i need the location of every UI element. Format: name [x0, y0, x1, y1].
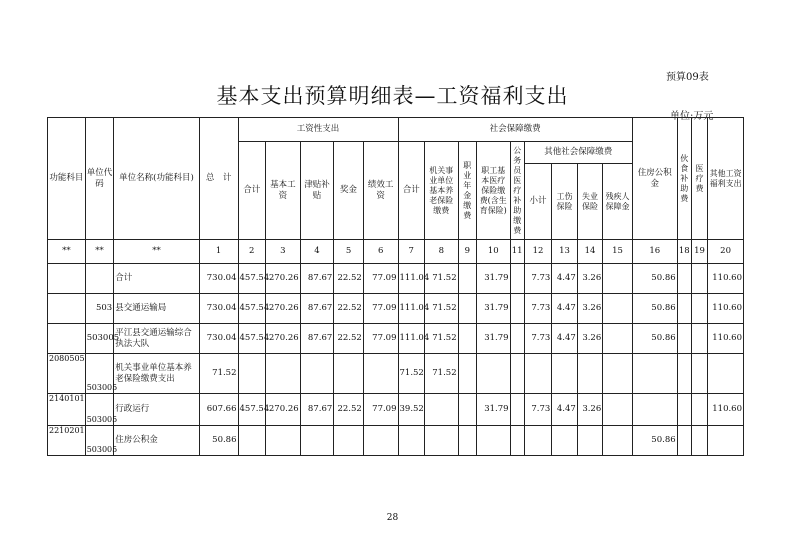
header-civil-medical: 公务员医疗补助缴费 — [510, 142, 524, 240]
value-cell — [266, 426, 301, 456]
column-index-cell: 2 — [238, 240, 266, 264]
table-row — [48, 324, 744, 354]
value-cell: 31.79 — [476, 394, 510, 426]
value-cell: 110.60 — [708, 294, 744, 324]
value-cell — [603, 426, 633, 456]
unit-code-cell: 503005 — [85, 426, 114, 456]
column-index-cell: 7 — [398, 240, 424, 264]
value-cell — [458, 324, 476, 354]
value-cell: 31.79 — [476, 294, 510, 324]
value-cell — [398, 426, 424, 456]
value-cell: 22.52 — [334, 294, 364, 324]
value-cell: 77.09 — [363, 394, 398, 426]
value-cell: 110.60 — [708, 394, 744, 426]
value-cell: 50.86 — [632, 324, 677, 354]
value-cell — [334, 354, 364, 394]
value-cell — [510, 354, 524, 394]
value-cell: 3.26 — [577, 324, 602, 354]
table-row — [48, 354, 744, 394]
header-meal: 伙食补助费 — [677, 118, 691, 240]
value-cell: 111.04 — [398, 324, 424, 354]
value-cell — [424, 426, 458, 456]
unit-code-cell: 503005 — [85, 394, 114, 426]
value-cell: 50.86 — [632, 426, 677, 456]
value-cell: 730.04 — [199, 324, 238, 354]
value-cell: 457.54 — [238, 294, 266, 324]
value-cell — [677, 324, 691, 354]
value-cell — [300, 354, 334, 394]
value-cell: 39.52 — [398, 394, 424, 426]
table-row — [48, 426, 744, 456]
unit-name-cell: 住房公积金 — [114, 426, 200, 456]
table-row — [48, 264, 744, 294]
value-cell: 87.67 — [300, 324, 334, 354]
value-cell — [552, 426, 577, 456]
header-total: 总 计 — [199, 118, 238, 240]
value-cell: 457.54 — [238, 324, 266, 354]
func-code-cell — [48, 264, 86, 294]
value-cell: 71.52 — [199, 354, 238, 394]
value-cell — [266, 354, 301, 394]
unit-label: 单位:万元 — [670, 111, 714, 122]
value-cell: 270.26 — [266, 394, 301, 426]
value-cell: 4.47 — [552, 264, 577, 294]
func-code-cell — [48, 324, 86, 354]
value-cell: 110.60 — [708, 264, 744, 294]
header-merit-wage: 绩效工资 — [363, 142, 398, 240]
func-code-cell: 2080505 — [48, 354, 86, 394]
column-index-cell: 1 — [199, 240, 238, 264]
value-cell — [476, 426, 510, 456]
value-cell — [691, 294, 707, 324]
column-index-cell: 16 — [632, 240, 677, 264]
unit-name-cell: 机关事业单位基本养老保险缴费支出 — [114, 354, 200, 394]
header-unemployment: 失业保险 — [577, 164, 602, 240]
header-other-social-group: 其他社会保障缴费 — [524, 142, 632, 164]
value-cell: 50.86 — [632, 264, 677, 294]
value-cell — [691, 426, 707, 456]
value-cell — [677, 354, 691, 394]
value-cell — [458, 264, 476, 294]
header-medical: 职工基本医疗保险缴费(含生育保险) — [476, 142, 510, 240]
value-cell: 270.26 — [266, 294, 301, 324]
value-cell — [552, 354, 577, 394]
value-cell — [458, 354, 476, 394]
value-cell: 4.47 — [552, 394, 577, 426]
header-unit-name: 单位名称(功能科目) — [114, 118, 200, 240]
value-cell: 4.47 — [552, 294, 577, 324]
value-cell: 50.86 — [199, 426, 238, 456]
column-index-cell: ** — [85, 240, 114, 264]
value-cell: 110.60 — [708, 324, 744, 354]
column-index-cell: 4 — [300, 240, 334, 264]
value-cell: 607.66 — [199, 394, 238, 426]
value-cell: 71.52 — [424, 264, 458, 294]
value-cell: 7.73 — [524, 294, 552, 324]
header-allowance: 津贴补贴 — [300, 142, 334, 240]
header-bonus: 奖金 — [334, 142, 364, 240]
value-cell: 77.09 — [363, 324, 398, 354]
value-cell: 3.26 — [577, 264, 602, 294]
column-index-cell: 11 — [510, 240, 524, 264]
header-unit-code: 单位代码 — [85, 118, 114, 240]
value-cell — [603, 264, 633, 294]
header-basic-wage: 基本工资 — [266, 142, 301, 240]
value-cell — [603, 324, 633, 354]
header-func-code: 功能科目 — [48, 118, 86, 240]
header-social-group: 社会保障缴费 — [398, 118, 632, 142]
value-cell: 7.73 — [524, 324, 552, 354]
value-cell — [238, 426, 266, 456]
value-cell: 730.04 — [199, 294, 238, 324]
value-cell: 22.52 — [334, 264, 364, 294]
value-cell — [238, 354, 266, 394]
header-disabled: 残疾人保障金 — [603, 164, 633, 240]
page-title: 基本支出预算明细表—工资福利支出 — [216, 84, 569, 108]
table-row — [48, 294, 744, 324]
value-cell: 270.26 — [266, 324, 301, 354]
value-cell — [458, 294, 476, 324]
unit-name-cell: 合计 — [114, 264, 200, 294]
column-index-cell: 20 — [708, 240, 744, 264]
value-cell — [632, 394, 677, 426]
value-cell: 87.67 — [300, 264, 334, 294]
column-index-cell: 18 — [677, 240, 691, 264]
value-cell: 71.52 — [424, 294, 458, 324]
value-cell: 270.26 — [266, 264, 301, 294]
value-cell: 22.52 — [334, 324, 364, 354]
value-cell: 111.04 — [398, 264, 424, 294]
value-cell — [510, 264, 524, 294]
value-cell — [677, 394, 691, 426]
column-index-cell: 19 — [691, 240, 707, 264]
unit-name-cell: 平江县交通运输综合执法大队 — [114, 324, 200, 354]
column-index-cell: 10 — [476, 240, 510, 264]
header-wage-sum: 合计 — [238, 142, 266, 240]
value-cell — [458, 426, 476, 456]
value-cell — [524, 354, 552, 394]
value-cell: 71.52 — [398, 354, 424, 394]
value-cell: 22.52 — [334, 394, 364, 426]
column-index-row — [48, 240, 744, 264]
value-cell — [510, 324, 524, 354]
value-cell — [708, 354, 744, 394]
value-cell — [603, 394, 633, 426]
unit-code-cell: 503 — [85, 294, 114, 324]
value-cell: 457.54 — [238, 264, 266, 294]
column-index-cell: 13 — [552, 240, 577, 264]
column-index-cell: 6 — [363, 240, 398, 264]
value-cell: 87.67 — [300, 294, 334, 324]
value-cell — [677, 426, 691, 456]
value-cell: 4.47 — [552, 324, 577, 354]
value-cell — [677, 294, 691, 324]
value-cell — [603, 354, 633, 394]
value-cell — [334, 426, 364, 456]
func-code-cell: 2140101 — [48, 394, 86, 426]
value-cell: 457.54 — [238, 394, 266, 426]
value-cell — [476, 354, 510, 394]
unit-name-cell: 县交通运输局 — [114, 294, 200, 324]
value-cell — [363, 354, 398, 394]
header-wage-group: 工资性支出 — [238, 118, 398, 142]
value-cell: 3.26 — [577, 294, 602, 324]
table-row — [48, 394, 744, 426]
header-other-wage: 其他工资福利支出 — [708, 118, 744, 240]
value-cell — [510, 294, 524, 324]
column-index-cell: 8 — [424, 240, 458, 264]
value-cell — [691, 264, 707, 294]
form-number: 预算09表 — [666, 72, 709, 83]
budget-table — [47, 117, 744, 456]
value-cell — [458, 394, 476, 426]
value-cell: 7.73 — [524, 394, 552, 426]
unit-name-cell: 行政运行 — [114, 394, 200, 426]
value-cell: 31.79 — [476, 264, 510, 294]
page-number: 28 — [386, 513, 399, 523]
value-cell: 77.09 — [363, 294, 398, 324]
value-cell — [510, 426, 524, 456]
value-cell: 50.86 — [632, 294, 677, 324]
header-social-sum: 合计 — [398, 142, 424, 240]
column-index-cell: 12 — [524, 240, 552, 264]
header-subtotal: 小计 — [524, 164, 552, 240]
header-injury: 工伤保险 — [552, 164, 577, 240]
header-annuity: 职业年金缴费 — [458, 142, 476, 240]
value-cell: 71.52 — [424, 354, 458, 394]
value-cell: 730.04 — [199, 264, 238, 294]
header-med-fee: 医疗费 — [691, 118, 707, 240]
value-cell: 77.09 — [363, 264, 398, 294]
value-cell — [577, 354, 602, 394]
value-cell — [691, 394, 707, 426]
value-cell — [603, 294, 633, 324]
column-index-cell: 3 — [266, 240, 301, 264]
func-code-cell — [48, 294, 86, 324]
column-index-cell: ** — [114, 240, 200, 264]
header-pension: 机关事业单位基本养老保险缴费 — [424, 142, 458, 240]
header-housing: 住房公积金 — [632, 118, 677, 240]
value-cell — [691, 324, 707, 354]
column-index-cell: 14 — [577, 240, 602, 264]
value-cell — [677, 264, 691, 294]
value-cell — [424, 394, 458, 426]
column-index-cell: 5 — [334, 240, 364, 264]
value-cell — [524, 426, 552, 456]
func-code-cell: 2210201 — [48, 426, 86, 456]
value-cell: 71.52 — [424, 324, 458, 354]
value-cell — [300, 426, 334, 456]
column-index-cell: ** — [48, 240, 86, 264]
value-cell — [708, 426, 744, 456]
value-cell — [632, 354, 677, 394]
value-cell — [363, 426, 398, 456]
value-cell: 111.04 — [398, 294, 424, 324]
column-index-cell: 15 — [603, 240, 633, 264]
column-index-cell: 9 — [458, 240, 476, 264]
value-cell — [510, 394, 524, 426]
unit-code-cell: 503005 — [85, 324, 114, 354]
unit-code-cell — [85, 264, 114, 294]
value-cell — [691, 354, 707, 394]
unit-code-cell: 503005 — [85, 354, 114, 394]
value-cell: 7.73 — [524, 264, 552, 294]
value-cell: 87.67 — [300, 394, 334, 426]
value-cell: 31.79 — [476, 324, 510, 354]
value-cell: 3.26 — [577, 394, 602, 426]
value-cell — [577, 426, 602, 456]
